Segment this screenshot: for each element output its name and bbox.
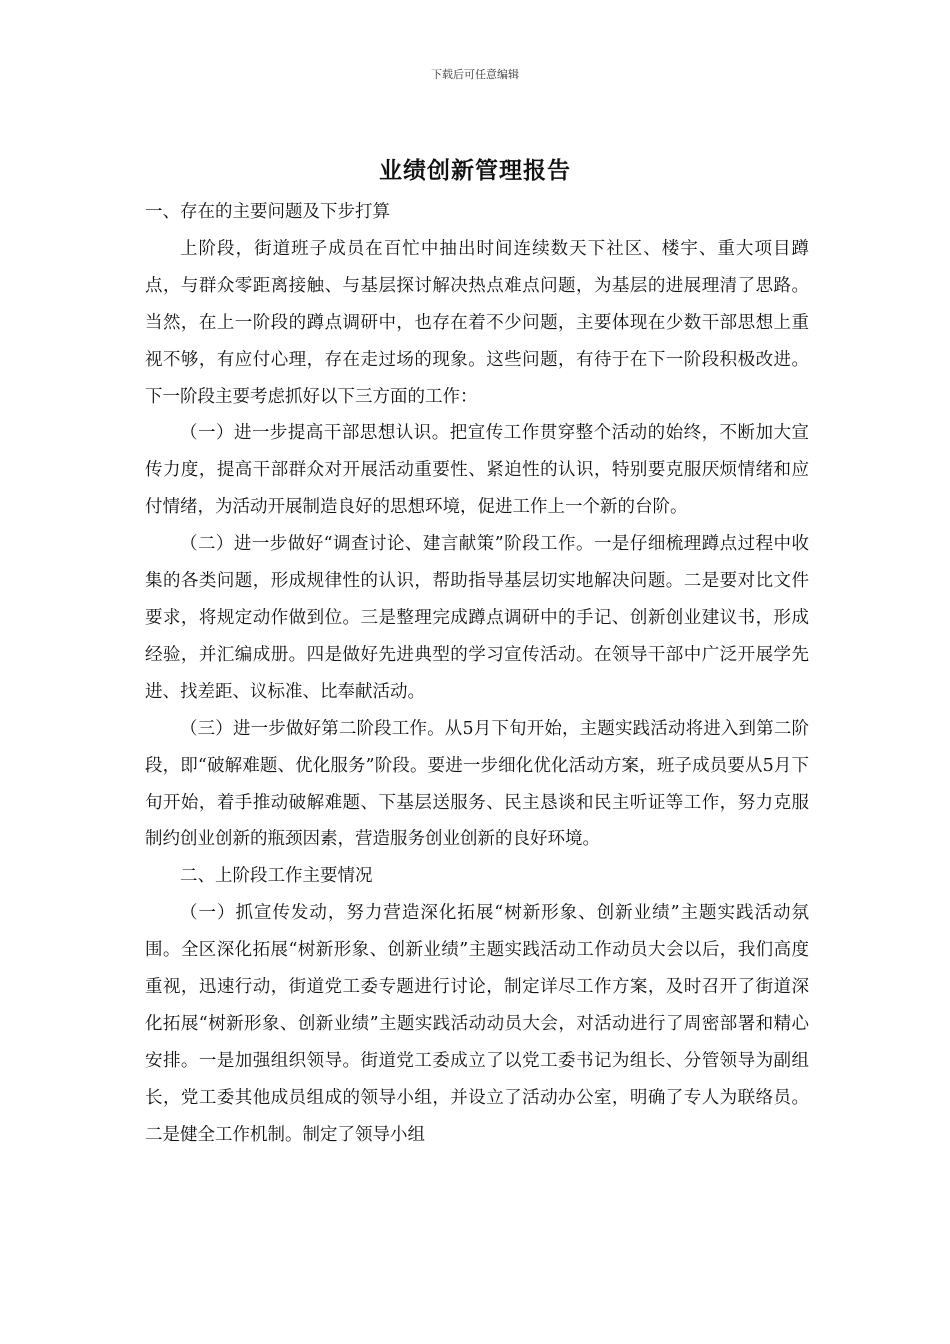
paragraph: （一）抓宣传发动，努力营造深化拓展“树新形象、创新业绩”主题实践活动氛围。全区深化拓展“树新形象、创新业绩”主题实践活动工作动员大会以后，我们高度重视，迅速行动，街道党工委专题进行讨论，制定详尽工作方案，及时召开了街道深化拓展“树新形象、创新业绩”主题实践活动动员大会，对活动进行了周密部署和精心安排。一是加强组织领导。街道党工委成立了以党工委书记为组长、分管领导为副组长，党工委其他成员组成的领导小组，并设立了活动办公室，明确了专人为联络员。二是健全工作机制。制定了领导小组 [145, 903, 809, 1145]
section-heading-1: 一、存在的主要问题及下步打算 [145, 202, 390, 222]
paragraph: （一）进一步提高干部思想认识。把宣传工作贯穿整个活动的始终，不断加大宣传力度，提高干部群众对开展活动重要性、紧迫性的认识，特别要克服厌烦情绪和应付情绪，为活动开展制造良好的思想环境，促进工作上一个新的台阶。 [145, 423, 809, 518]
paragraph: 上阶段，街道班子成员在百忙中抽出时间连续数天下社区、楼宇、重大项目蹲点，与群众零距离接触、与基层探讨解决热点难点问题，为基层的进展理清了思路。当然，在上一阶段的蹲点调研中，也存在着不少问题，主要体现在少数干部思想上重视不够，有应付心理，存在走过场的现象。这些问题，有待于在下一阶段积极改进。下一阶段主要考虑抓好以下三方面的工作： [145, 238, 809, 407]
document-title: 业绩创新管理报告 [379, 157, 571, 184]
section-heading-2: 二、上阶段工作主要情况 [180, 866, 373, 887]
header-note: 下载后可任意编辑 [431, 68, 519, 81]
paragraph: （三）进一步做好第二阶段工作。从5月下旬开始，主题实践活动将进入到第二阶段，即“破解难题、优化服务”阶段。要进一步细化优化活动方案，班子成员要从5月下旬开始，着手推动破解难题、下基层送服务、民主恳谈和民主听证等工作，努力克服制约创业创新的瓶颈因素，营造服务创业创新的良好环境。 [145, 718, 809, 850]
paragraph: （二）进一步做好“调查讨论、建言献策”阶段工作。一是仔细梳理蹲点过程中收集的各类问题，形成规律性的认识，帮助指导基层切实地解决问题。二是要对比文件要求，将规定动作做到位。三是整理完成蹲点调研中的手记、创新创业建议书，形成经验，并汇编成册。四是做好先进典型的学习宣传活动。在领导干部中广泛开展学先进、找差距、议标准、比奉献活动。 [145, 534, 809, 702]
document-body [145, 194, 809, 1154]
